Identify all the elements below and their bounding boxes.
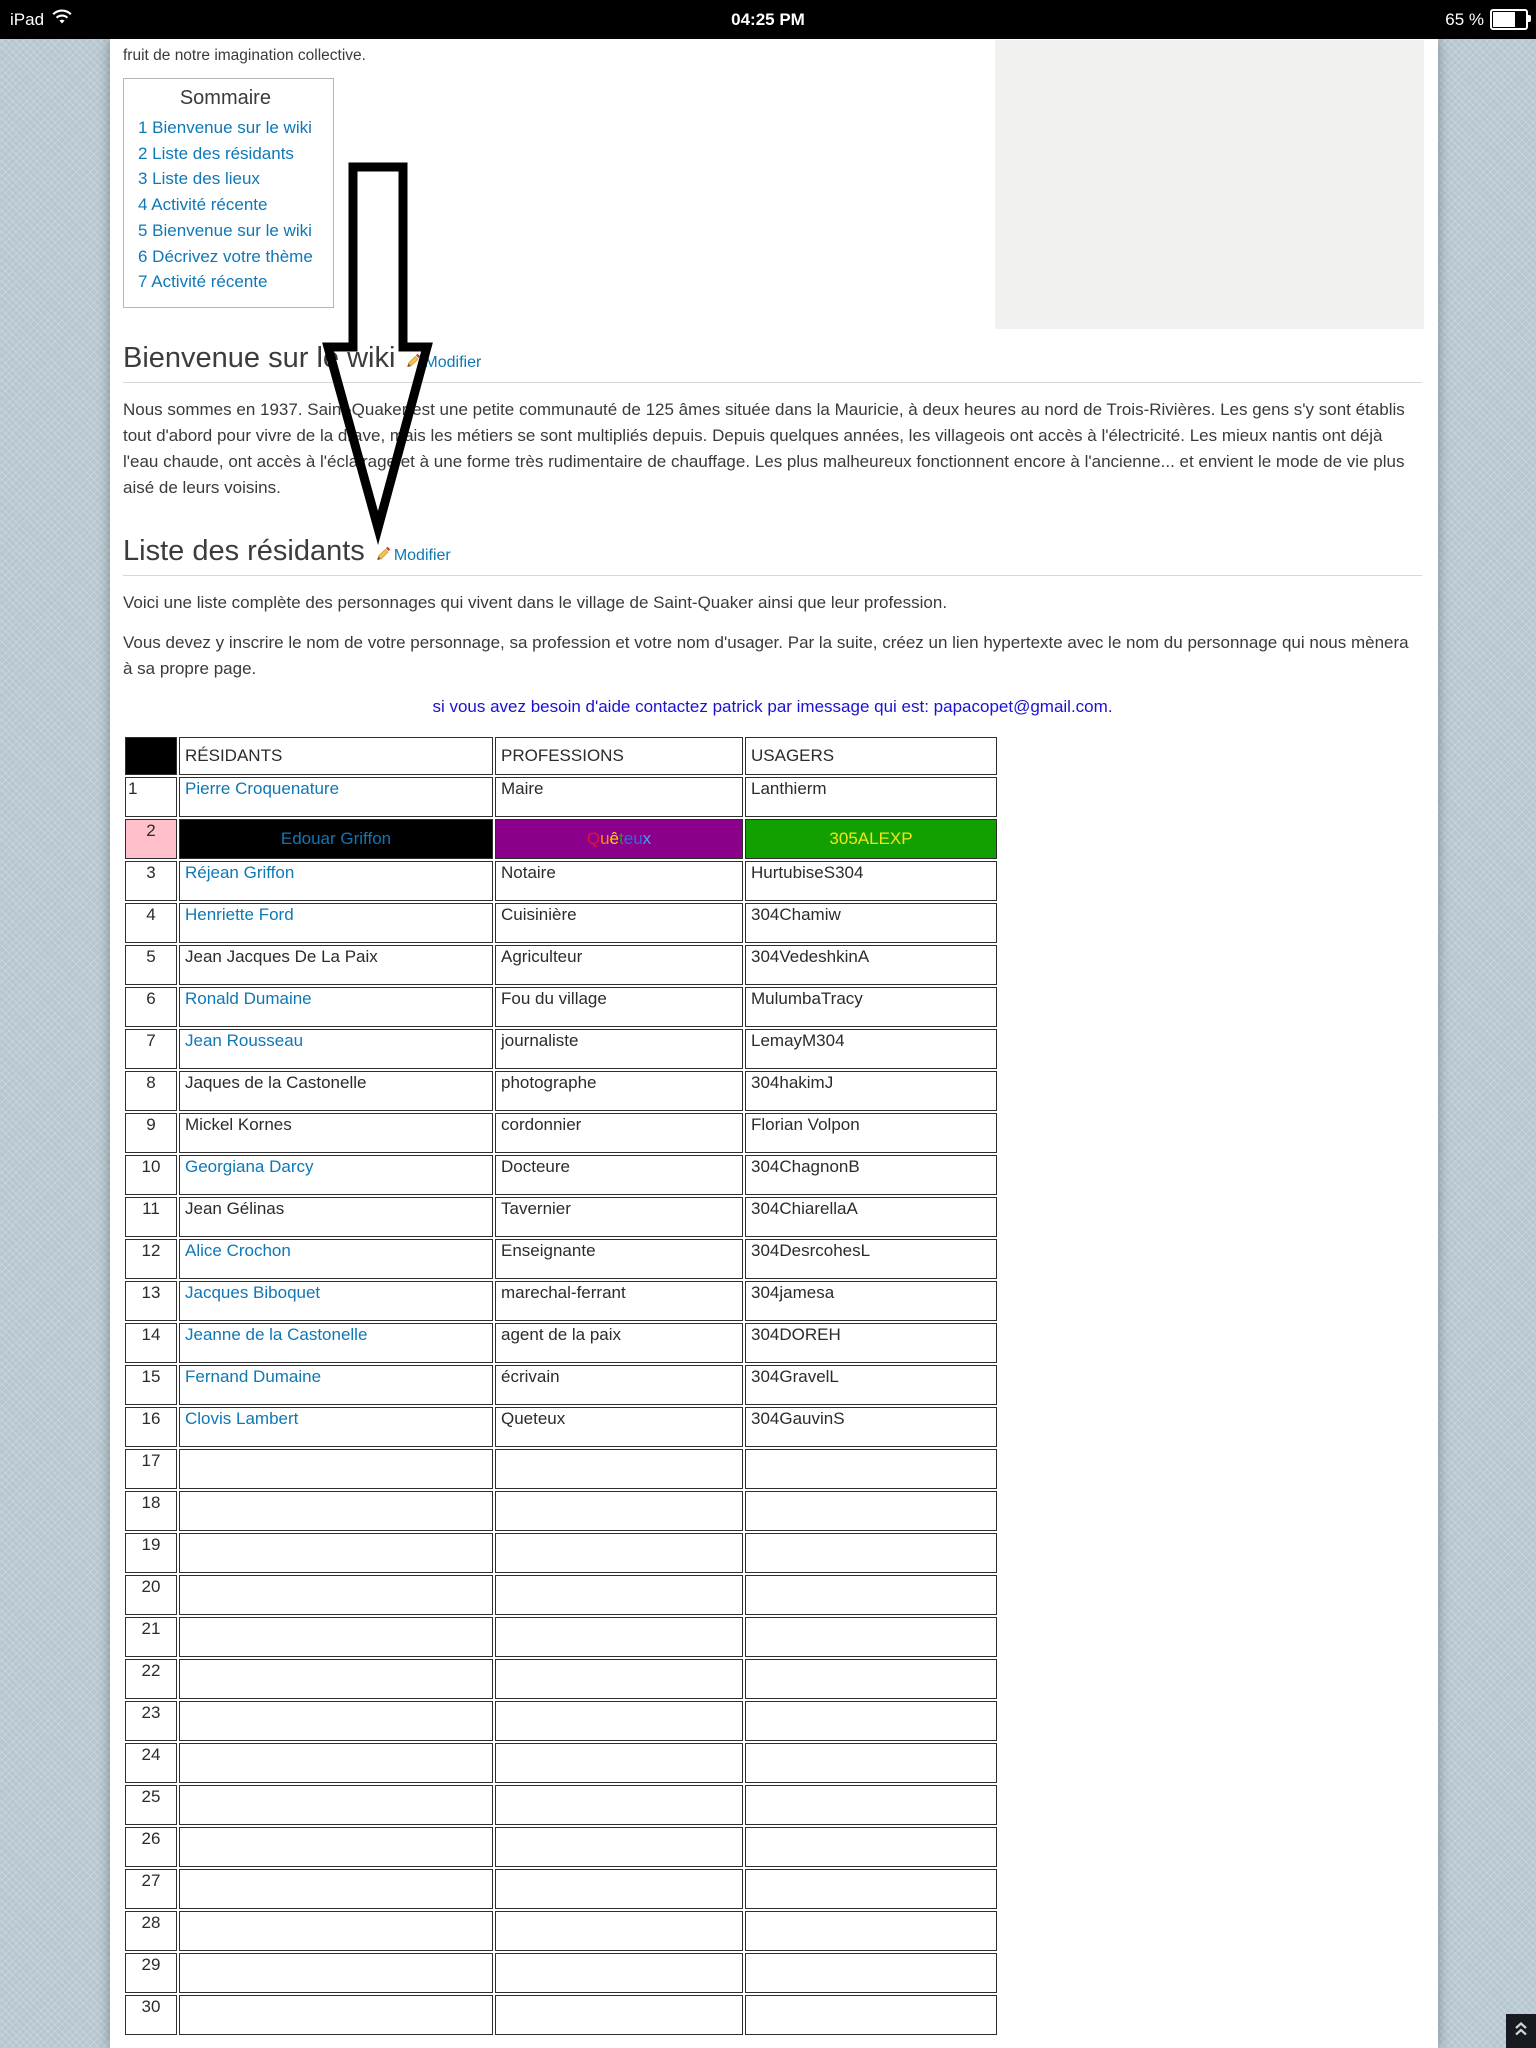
row-number: 8 xyxy=(125,1071,177,1111)
edit-link[interactable] xyxy=(405,352,481,374)
profession-cell xyxy=(495,1995,743,2035)
resident-link[interactable]: Pierre Croquenature xyxy=(185,778,340,798)
edit-link[interactable] xyxy=(375,545,451,567)
table-row-27 xyxy=(125,1869,997,1909)
row-number: 4 xyxy=(125,903,177,943)
table-row-7 xyxy=(125,1029,997,1069)
usager-cell: 304ChagnonB xyxy=(745,1155,997,1195)
row-number: 14 xyxy=(125,1323,177,1363)
profession-cell: Cuisinière xyxy=(495,903,743,943)
table-header-row xyxy=(125,737,997,775)
resident-cell xyxy=(179,1701,493,1741)
usager-cell: 304DesrcohesL xyxy=(745,1239,997,1279)
resident-cell xyxy=(179,1029,493,1069)
resident-cell xyxy=(179,1911,493,1951)
usager-cell: 304GravelL xyxy=(745,1365,997,1405)
profession-cell: Agriculteur xyxy=(495,945,743,985)
intro-text-fragment: fruit de notre imagination collective. xyxy=(123,47,366,64)
header-usagers: USAGERS xyxy=(745,737,997,775)
row-number: 29 xyxy=(125,1953,177,1993)
usager-cell xyxy=(745,1995,997,2035)
header-professions: PROFESSIONS xyxy=(495,737,743,775)
usager-cell xyxy=(745,1953,997,1993)
header-résidants: RÉSIDANTS xyxy=(179,737,493,775)
resident-cell xyxy=(179,1533,493,1573)
resident-link[interactable]: Henriette Ford xyxy=(185,904,294,924)
profession-cell: Enseignante xyxy=(495,1239,743,1279)
row-number: 24 xyxy=(125,1743,177,1783)
resident-cell xyxy=(179,1743,493,1783)
resident-cell: Mickel Kornes xyxy=(179,1113,493,1153)
table-row-12 xyxy=(125,1239,997,1279)
profession-cell xyxy=(495,1827,743,1867)
double-chevron-up-icon xyxy=(1514,2021,1528,2042)
row-number: 19 xyxy=(125,1533,177,1573)
resident-cell xyxy=(179,819,493,859)
resident-cell xyxy=(179,1491,493,1531)
profession-cell xyxy=(495,1953,743,1993)
table-row-21 xyxy=(125,1617,997,1657)
row-number: 3 xyxy=(125,861,177,901)
wiki-page xyxy=(110,39,1438,2048)
help-text: si vous avez besoin d'aide contactez patrick par imessage qui est: xyxy=(432,696,934,716)
resident-cell xyxy=(179,1281,493,1321)
battery-percent: 65 % xyxy=(1445,9,1484,29)
section-heading-bienvenue xyxy=(123,342,1422,383)
table-row-2 xyxy=(125,819,997,859)
profession-cell xyxy=(495,1911,743,1951)
section-heading-residants xyxy=(123,535,1422,576)
usager-cell xyxy=(745,1911,997,1951)
usager-cell: HurtubiseS304 xyxy=(745,861,997,901)
resident-cell: Jaques de la Castonelle xyxy=(179,1071,493,1111)
usager-cell: Florian Volpon xyxy=(745,1113,997,1153)
row-number: 28 xyxy=(125,1911,177,1951)
battery-icon xyxy=(1490,9,1528,30)
usager-cell xyxy=(745,1827,997,1867)
profession-cell xyxy=(495,1743,743,1783)
table-row-11 xyxy=(125,1197,997,1237)
row-number: 11 xyxy=(125,1197,177,1237)
row-number: 16 xyxy=(125,1407,177,1447)
section-paragraph: Nous sommes en 1937. Saint-Quaker est une petite communauté de 125 âmes située dans la Mauricie, à deux heures au nord de Trois-Rivières. Les gens s'y sont établis tout d'abord pour vivre de la drave, mais les métiers se sont multipliés depuis. Depuis quelques années, les villageois ont accès à l'électricité. Les mieux nantis ont déjà l'eau chaude, ont accès à l'éclairage et à une forme très rudimentaire de chauffage. Les plus malheureux fonctionnent encore à l'ancienne... et envient le mode de vie plus aisé de leurs voisins. xyxy=(123,399,1405,497)
row-number: 17 xyxy=(125,1449,177,1489)
section-title: Bienvenue sur le wiki xyxy=(123,341,396,374)
resident-cell xyxy=(179,1575,493,1615)
table-row-14 xyxy=(125,1323,997,1363)
table-row-30 xyxy=(125,1995,997,2035)
table-row-20 xyxy=(125,1575,997,1615)
resident-cell xyxy=(179,1323,493,1363)
table-row-6 xyxy=(125,987,997,1027)
usager-cell: 304hakimJ xyxy=(745,1071,997,1111)
resident-cell xyxy=(179,1953,493,1993)
resident-cell xyxy=(179,1155,493,1195)
table-row-18 xyxy=(125,1491,997,1531)
row-number: 15 xyxy=(125,1365,177,1405)
resident-cell xyxy=(179,1869,493,1909)
help-line xyxy=(123,697,1422,717)
row-number: 7 xyxy=(125,1029,177,1069)
resident-link[interactable]: Jean Rousseau xyxy=(185,1030,304,1050)
table-row-4 xyxy=(125,903,997,943)
resident-cell xyxy=(179,1827,493,1867)
article-content xyxy=(110,39,1438,2037)
resident-cell xyxy=(179,1365,493,1405)
clock: 04:25 PM xyxy=(731,9,805,29)
usager-cell: 304VedeshkinA xyxy=(745,945,997,985)
resident-link[interactable]: Edouar Griffon xyxy=(280,828,392,848)
usager-cell: 305ALEXP xyxy=(745,819,997,859)
table-row-23 xyxy=(125,1701,997,1741)
usager-cell: LemayM304 xyxy=(745,1029,997,1069)
table-row-29 xyxy=(125,1953,997,1993)
usager-cell: 304ChiarellaA xyxy=(745,1197,997,1237)
row-number: 2 xyxy=(125,819,177,859)
row-number: 20 xyxy=(125,1575,177,1615)
toc-item-4[interactable]: 4 Activité récente xyxy=(138,195,268,215)
usager-cell: 304DOREH xyxy=(745,1323,997,1363)
edit-label: Modifier xyxy=(393,547,451,565)
toc-items xyxy=(138,115,313,295)
toc-title: Sommaire xyxy=(179,87,271,109)
profession-cell: Queteux xyxy=(495,1407,743,1447)
resident-cell xyxy=(179,777,493,817)
table-row-1 xyxy=(125,777,997,817)
status-right xyxy=(1445,0,1528,39)
resident-cell xyxy=(179,1407,493,1447)
resident-link[interactable]: Clovis Lambert xyxy=(185,1408,299,1428)
resident-link[interactable]: Ronald Dumaine xyxy=(185,988,312,1008)
resident-link[interactable]: Jacques Biboquet xyxy=(185,1282,321,1302)
usager-cell xyxy=(745,1533,997,1573)
row-number: 21 xyxy=(125,1617,177,1657)
table-row-17 xyxy=(125,1449,997,1489)
profession-cell: Tavernier xyxy=(495,1197,743,1237)
usager-cell: 304GauvinS xyxy=(745,1407,997,1447)
usager-cell xyxy=(745,1491,997,1531)
pencil-icon xyxy=(405,352,422,374)
table-row-3 xyxy=(125,861,997,901)
status-bar xyxy=(0,0,1536,39)
resident-cell xyxy=(179,903,493,943)
row-number: 1 xyxy=(125,777,177,817)
usager-cell: 304jamesa xyxy=(745,1281,997,1321)
profession-cell: Notaire xyxy=(495,861,743,901)
residents-table xyxy=(123,735,999,2037)
resident-cell xyxy=(179,861,493,901)
table-row-10 xyxy=(125,1155,997,1195)
usager-cell xyxy=(745,1785,997,1825)
resident-link[interactable]: Alice Crochon xyxy=(185,1240,291,1260)
resident-cell xyxy=(179,1659,493,1699)
email-link[interactable]: papacopet@gmail.com xyxy=(933,696,1108,716)
row-number: 9 xyxy=(125,1113,177,1153)
row-number: 18 xyxy=(125,1491,177,1531)
table-row-28 xyxy=(125,1911,997,1951)
usager-cell xyxy=(745,1869,997,1909)
resident-cell: Jean Jacques De La Paix xyxy=(179,945,493,985)
resident-link[interactable]: Jeanne de la Castonelle xyxy=(185,1324,368,1344)
toc-item-2[interactable]: 2 Liste des résidants xyxy=(138,143,294,163)
edit-label: Modifier xyxy=(424,354,482,372)
profession-cell xyxy=(495,1575,743,1615)
resident-cell xyxy=(179,1617,493,1657)
toc-item-6[interactable]: 6 Décrivez votre thème xyxy=(138,246,313,266)
table-row-15 xyxy=(125,1365,997,1405)
row-number: 30 xyxy=(125,1995,177,2035)
usager-cell xyxy=(745,1701,997,1741)
profession-cell: Maire xyxy=(495,777,743,817)
profession-cell xyxy=(495,1533,743,1573)
usager-cell: MulumbaTracy xyxy=(745,987,997,1027)
section-paragraph: Voici une liste complète des personnages qui vivent dans le village de Saint-Quaker ainsi que leur profession. xyxy=(123,592,948,612)
table-row-5 xyxy=(125,945,997,985)
row-number: 23 xyxy=(125,1701,177,1741)
usager-cell xyxy=(745,1575,997,1615)
row-number: 25 xyxy=(125,1785,177,1825)
resident-cell xyxy=(179,1449,493,1489)
profession-cell: photographe xyxy=(495,1071,743,1111)
usager-cell xyxy=(745,1449,997,1489)
row-number: 22 xyxy=(125,1659,177,1699)
resident-link[interactable]: Fernand Dumaine xyxy=(185,1366,322,1386)
profession-cell xyxy=(495,1659,743,1699)
resident-cell xyxy=(179,987,493,1027)
profession-cell xyxy=(495,1491,743,1531)
toc-item-7[interactable]: 7 Activité récente xyxy=(138,272,268,292)
usager-cell: Lanthierm xyxy=(745,777,997,817)
row-number: 12 xyxy=(125,1239,177,1279)
table-row-16 xyxy=(125,1407,997,1447)
resident-cell: Jean Gélinas xyxy=(179,1197,493,1237)
profession-cell: Fou du village xyxy=(495,987,743,1027)
profession-cell: agent de la paix xyxy=(495,1323,743,1363)
usager-cell: 304Chamiw xyxy=(745,903,997,943)
resident-link[interactable]: Georgiana Darcy xyxy=(185,1156,314,1176)
resident-cell xyxy=(179,1239,493,1279)
toc-item-5[interactable]: 5 Bienvenue sur le wiki xyxy=(138,220,312,240)
toc-item-3[interactable]: 3 Liste des lieux xyxy=(138,169,260,189)
usager-cell xyxy=(745,1617,997,1657)
toc xyxy=(123,78,334,308)
pencil-icon xyxy=(375,545,392,567)
resident-link[interactable]: Réjean Griffon xyxy=(185,862,295,882)
help-text-suffix: . xyxy=(1107,696,1113,716)
device-label: iPad xyxy=(10,9,45,29)
table-row-24 xyxy=(125,1743,997,1783)
scroll-to-top-button[interactable] xyxy=(1506,2014,1536,2048)
resident-cell xyxy=(179,1995,493,2035)
row-number: 5 xyxy=(125,945,177,985)
profession-cell xyxy=(495,1449,743,1489)
row-number: 13 xyxy=(125,1281,177,1321)
table-row-25 xyxy=(125,1785,997,1825)
profession-cell xyxy=(495,1785,743,1825)
row-number: 10 xyxy=(125,1155,177,1195)
table-row-8 xyxy=(125,1071,997,1111)
table-row-26 xyxy=(125,1827,997,1867)
profession-cell: Docteure xyxy=(495,1155,743,1195)
usager-cell xyxy=(745,1659,997,1699)
row-number: 27 xyxy=(125,1869,177,1909)
toc-item-1[interactable]: 1 Bienvenue sur le wiki xyxy=(138,118,312,137)
table-row-9 xyxy=(125,1113,997,1153)
usager-cell xyxy=(745,1743,997,1783)
profession-cell: cordonnier xyxy=(495,1113,743,1153)
row-number: 6 xyxy=(125,987,177,1027)
profession-cell xyxy=(495,1701,743,1741)
profession-cell: marechal-ferrant xyxy=(495,1281,743,1321)
resident-cell xyxy=(179,1785,493,1825)
profession-cell: Quêteux xyxy=(495,819,743,859)
profession-cell: journaliste xyxy=(495,1029,743,1069)
row-number: 26 xyxy=(125,1827,177,1867)
profession-cell xyxy=(495,1869,743,1909)
header-corner-cell xyxy=(125,737,177,775)
table-row-13 xyxy=(125,1281,997,1321)
profession-cell xyxy=(495,1617,743,1657)
table-row-22 xyxy=(125,1659,997,1699)
table-row-19 xyxy=(125,1533,997,1573)
section-paragraph: Vous devez y inscrire le nom de votre personnage, sa profession et votre nom d'usager. Par la suite, créez un lien hypertexte avec le nom du personnage qui nous mènera à sa propre page. xyxy=(123,632,1409,678)
section-title: Liste des résidants xyxy=(123,534,365,567)
profession-cell: écrivain xyxy=(495,1365,743,1405)
